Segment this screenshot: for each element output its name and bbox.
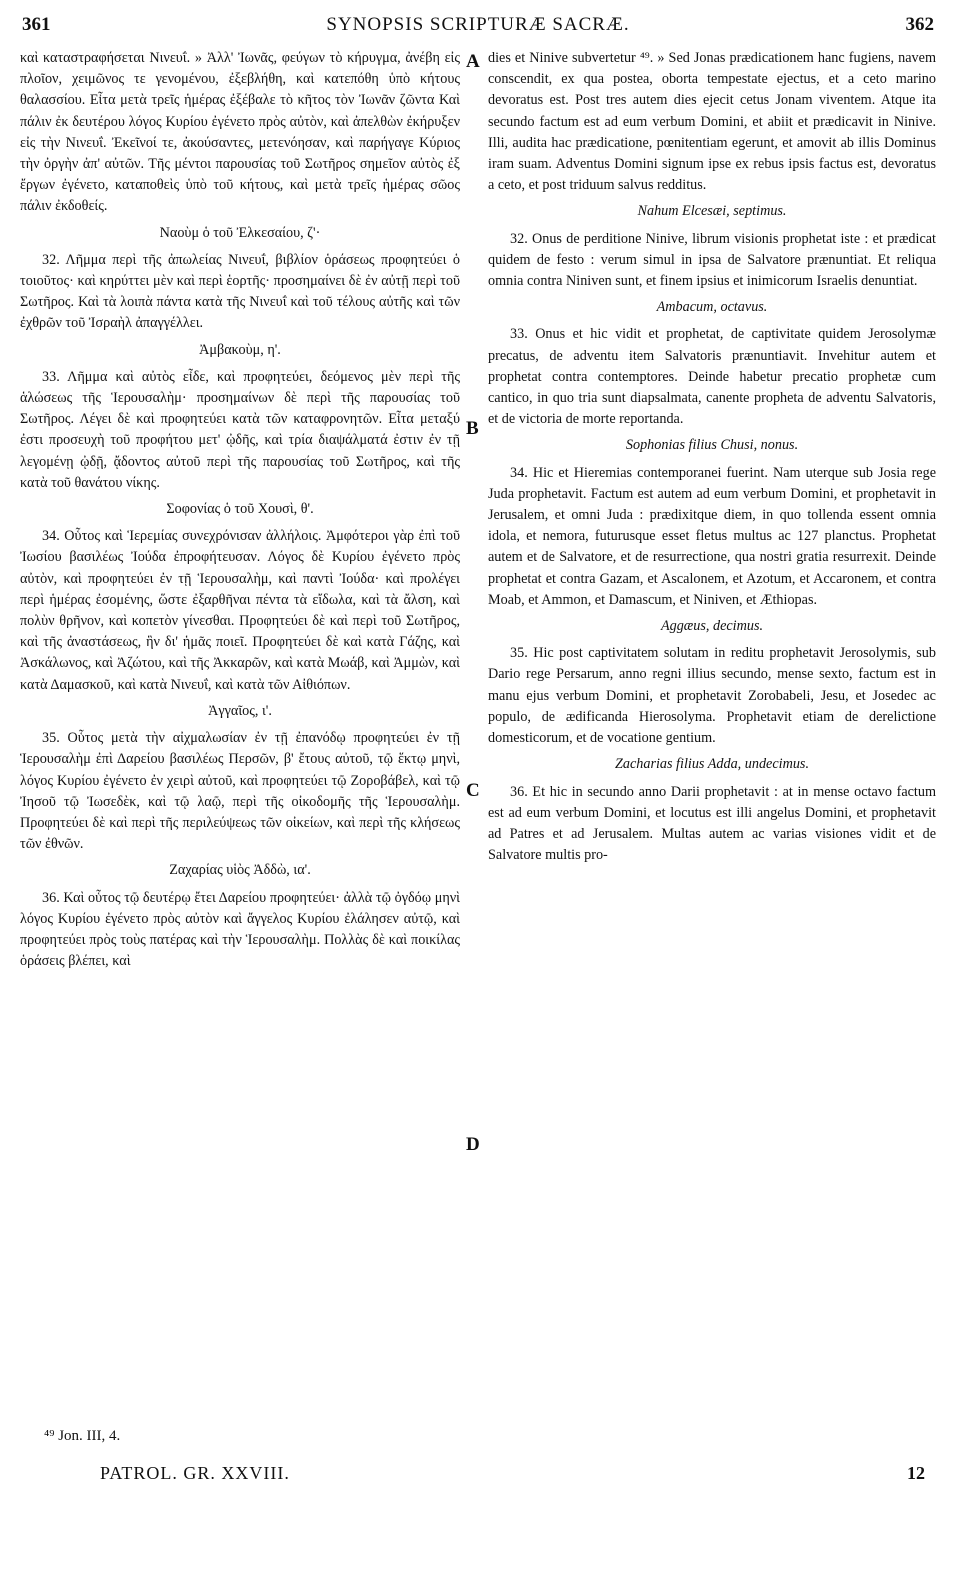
greek-intro: καὶ καταστραφήσεται Νινευΐ. » Ἀλλ' Ἰωνᾶς, φεύγων τὸ κήρυγμα, ἀνέβη εἰς πλοῖον, χειμῶνος τε γενομένου, ἐξεβλήθη, καὶ κατεπόθη ὑπὸ κήτους θαλασσίου. Εἶτα μετὰ τρεῖς ἡμέρας ἐξέβαλε τὸ κῆτος τὸν Ἰωνᾶν ζῶντα Καὶ πάλιν ἐκ δευτέρου λόγος Κυρίου ἐγένετο πρὸς αὐτὸν, καὶ ἀπελθὼν ἐκήρυξεν εἰς τὴν Νινευΐ. Ἐκεῖνοί τε, ἀκούσαντες, μετενόησαν, καὶ παρήγαγε Κύριος τὴν ὀργὴν ἀπ' αὐτῶν. Τῆς μέντοι παρουσίας τοῦ Σωτῆρος σημεῖον αὐτὸς ἐξ ἔργων ἐγένετο, καταποθεὶς ὑπὸ τοῦ κήτους, καὶ μετὰ τρεῖς ἡμέρας σῶος πάλιν ἐκδοθείς. — [20, 50, 460, 215]
greek-section-36: 36. Καὶ οὗτος τῷ δευτέρῳ ἔτει Δαρείου προφητεύει· ἀλλὰ τῷ ὀγδόῳ μηνὶ λόγος Κυρίου ἐγένετο πρὸς αὐτὸν καὶ ἄγγελος Κυρίου ἐλάλησεν αὐτῷ, καὶ προφητεύει πρὸς τοὺς πατέρας καὶ τὴν Ἱερουσαλὴμ. Πολλὰς δὲ καὶ ποικίλας ὁράσεις βλέπει, καὶ — [20, 889, 460, 970]
latin-section-33: 33. Onus et hic vidit et prophetat, de captivitate quidem Jerosolymæ precatus, de adventu item Salvatoris prænuntiavit. Invehitur autem et prophetat contra contemptores. Deinde habetur precatio prophetæ cum cantico, in quo tria sunt diapsalmata, canente propheta de adventu Salvatoris, et de victoria de morte reportanda. — [488, 326, 936, 428]
latin-intro: dies et Ninive subvertetur ⁴⁹. » Sed Jonas prædicationem hanc fugiens, navem conscendit, ex qua postea, oborta tempestate ejectus, et a ceto marino devoratus est. Post tres autem dies ejecit cetus Jonam viventem. Atque ita secundo factum est ad eum verbum Domini, et abiit et prædicavit in Ninive. Illi, audita hac prædicatione, pœnitentiam egerunt, et amovit ab illis Dominus iram suam. Adventus Domini signum ipse ex rebus ipsis factus est, devoratus a ceto, et post triduum salvus redditus. — [488, 50, 936, 194]
footer-signature: 12 — [907, 1463, 925, 1483]
greek-heading-ambacum: Ἀμβακοὺμ, η'. — [199, 341, 281, 358]
footer-source: PATROL. GR. XXVIII. — [100, 1463, 290, 1483]
page-header — [22, 14, 934, 42]
latin-column — [488, 48, 936, 866]
page-number-right: 362 — [905, 14, 934, 35]
latin-section-34: 34. Hic et Hieremias contemporanei fuerint. Nam uterque sub Josia rege Juda prophetavit. Factum est autem ad eum verbum Domini, et prophetavit in Jerusalem, et omni Juda : prædixitque diem, in quo tollenda essent omnia idola, et nemora, futurusque esset fletus multus ac 127 planctus. Prophetat autem et de Salvatore, et de resurrectione, qua nostri gratia resurrexit. Deinde prophetat et contra Gazam, et Ascalonem, et Azotum, et Accaronem, et contra Moab, et Ammon, et Damascum, et Niniven, et Æthiopas. — [488, 464, 936, 608]
margin-letter-d: D — [466, 1134, 480, 1155]
latin-heading-nahum: Nahum Elcesæi, septimus. — [637, 203, 787, 220]
latin-heading-zacharias: Zacharias filius Adda, undecimus. — [614, 756, 810, 773]
latin-heading-sophonias: Sophonias filius Chusi, nonus. — [625, 437, 799, 454]
greek-heading-zacharias: Ζαχαρίας υἱὸς Ἀδδὼ, ια'. — [169, 862, 311, 879]
margin-letter-b: B — [466, 418, 479, 439]
greek-section-33: 33. Λῆμμα καὶ αὐτὸς εἶδε, καὶ προφητεύει, δεόμενος μὲν περὶ τῆς ἁλώσεως τῆς Ἱερουσαλὴμ· προσημαίνων δὲ περὶ τῆς παρουσίας τοῦ Σωτῆρος. Λέγει δὲ καὶ προφητεύει κατὰ τῶν καταφρονητῶν. Εἶτα μεταξύ ἐστι προσευχὴ τοῦ προφήτου μετ' ᾠδῆς, καὶ τρία διαψάλματά ἐστιν ἐν τῇ λεγομένῃ ᾠδῇ, ᾄδοντος αὐτοῦ περὶ τῆς παρουσίας τοῦ Σωτῆρος, καὶ τῆς κατὰ τοῦ θανάτου νίκης. — [20, 368, 460, 491]
latin-heading-ambacum: Ambacum, octavus. — [656, 299, 768, 316]
greek-section-34: 34. Οὗτος καὶ Ἱερεμίας συνεχρόνισαν ἀλλήλοις. Ἀμφότεροι γὰρ ἐπὶ τοῦ Ἰωσίου βασιλέως Ἰούδα ἐπροφήτευσαν. Λόγος δὲ Κυρίου ἐγένετο πρὸς αὐτὸν, καὶ προφητεύει ἐν τῇ Ἱερουσαλὴμ, καὶ παντὶ Ἰούδα· καὶ προλέγει περὶ ἡμέρας ἐσομένης, ὥστε ἐξαρθῆναι πέντα τὰ εἴδωλα, καὶ τὰ ἄλση, καὶ πολὺν θρῆνον, καὶ κοπετὸν γίνεσθαι. Προφητεύει δὲ καὶ περὶ τοῦ Σωτῆρος, καὶ τῆς ἀναστάσεως, ἣν δι' ἡμᾶς ποιεῖ. Προφητεύει δὲ καὶ κατὰ Γάζης, καὶ Ἀσκάλωνος, καὶ Ἀζώτου, καὶ τῆς Ἀκκαρῶν, καὶ κατὰ Μωάβ, καὶ Ἀμμὼν, καὶ κατὰ Δαμασκοῦ, καὶ κατὰ Νινευΐ, καὶ κατὰ τῶν Αἰθιόπων. — [20, 528, 460, 693]
margin-letter-c: C — [466, 780, 480, 801]
latin-heading-aggaeus: Aggæus, decimus. — [660, 618, 764, 635]
greek-heading-nahum: Ναοὺμ ὁ τοῦ Ἐλκεσαίου, ζ'· — [159, 224, 321, 241]
greek-heading-sophonias: Σοφονίας ὁ τοῦ Χουσὶ, θ'. — [166, 501, 314, 518]
greek-column — [20, 48, 460, 972]
footnote: ⁴⁹ Jon. III, 4. — [44, 1428, 121, 1444]
latin-section-35: 35. Hic post captivitatem solutam in reditu prophetavit Jerosolymis, sub Dario rege Persarum, anno regni illius secundo, mense sexto, factum est in manu ejus verbum Domini, et prophetavit Zorobabeli, Jesu, et Josedec ac populo, de ædificanda Hierosolyma. Prophetavit etiam de derelictione domesticorum, et de vocatione gentium. — [488, 645, 936, 747]
page-number-left: 361 — [22, 14, 51, 35]
greek-section-32: 32. Λῆμμα περὶ τῆς ἀπωλείας Νινευΐ, βιβλίον ὁράσεως προφητεύει ὁ τοιοῦτος· καὶ κηρύττει μὲν καὶ περὶ ἑορτῆς· προσημαίνει δὲ ἐν αὐτῇ περὶ τοῦ Σωτῆρος. Καὶ τὰ λοιπὰ πάντα κατὰ τῆς Νινευΐ καὶ τοῦ τέλους αὐτῆς καὶ τῶν ἐχθρῶν τοῦ Ἰσραὴλ ἀπαγγέλλει. — [20, 251, 460, 332]
greek-section-35: 35. Οὗτος μετὰ τὴν αἰχμαλωσίαν ἐν τῇ ἐπανόδῳ προφητεύει ἐν τῇ Ἱερουσαλὴμ ἐπὶ Δαρείου βασιλέως Περσῶν, β' ἔτους αὐτοῦ, τῷ ἕκτῳ μηνὶ, λόγος Κυρίου ἐγένετο ἐν χειρὶ αὐτοῦ, καὶ προφητεύει τῷ Ζοροβάβελ, καὶ τῷ Ἰησοῦ τῷ Ἰωσεδὲκ, καὶ τῷ λαῷ, περὶ τῆς οἰκοδομῆς τῆς Ἱερουσαλὴμ. Προφητεύει δὲ καὶ περὶ τῆς περιλεύψεως τῶν οἰκείων, καὶ περὶ τῆς κλήσεως τῶν ἐθνῶν. — [20, 730, 460, 853]
margin-letter-a: A — [466, 51, 480, 72]
running-title: SYNOPSIS SCRIPTURÆ SACRÆ. — [326, 14, 630, 35]
latin-section-36: 36. Et hic in secundo anno Darii prophetavit : at in mense octavo factum est ad eum verbum Domini, et locutus est illi angelus Domini, et prophetavit ad Patres et ad Jerusalem. Multas autem ac varias visiones vidit et de Salvatore multis pro- — [488, 783, 936, 864]
greek-heading-aggaeus: Ἀγγαῖος, ι'. — [208, 702, 272, 719]
latin-section-32: 32. Onus de perditione Ninive, librum visionis prophetat iste : et prædicat quidem de festo : verum simul in ipsa de Salvatore prænuntiat. Et reliqua omnia contra Niniven sunt, et finem ipsius et inimicorum Israelis denuntiat. — [488, 230, 936, 290]
